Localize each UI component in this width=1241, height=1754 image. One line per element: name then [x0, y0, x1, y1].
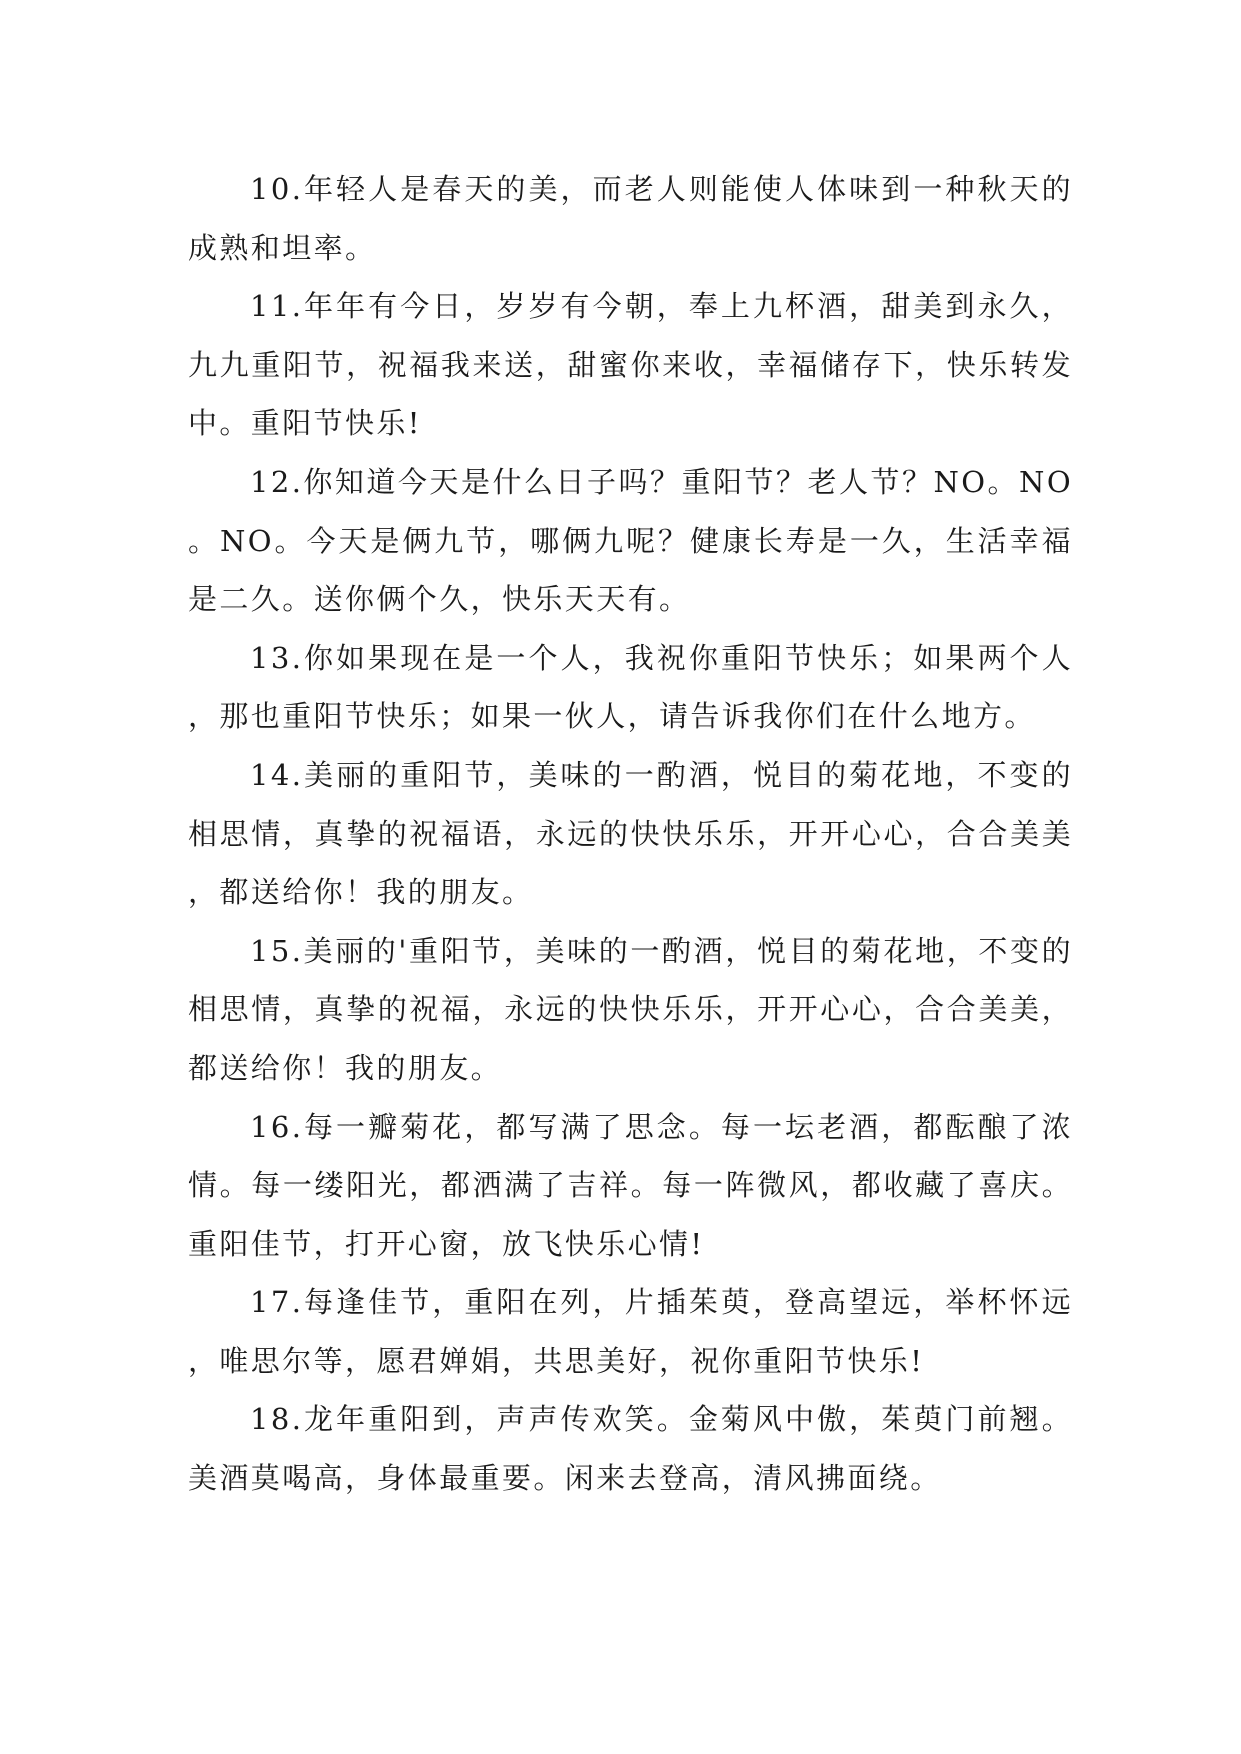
paragraph-12: 12.你知道今天是什么日子吗？重阳节？老人节？NO。NO。NO。今天是俩九节，哪俩九呢？健康长寿是一久，生活幸福是二久。送你俩个久，快乐天天有。 [188, 464, 1073, 617]
paragraph-17: 17.每逢佳节，重阳在列，片插茱萸，登高望远，举杯怀远，唯思尔等，愿君婵娟，共思美好，祝你重阳节快乐! [188, 1285, 1073, 1378]
paragraph-15: 15.美丽的'重阳节，美味的一酌酒，悦目的菊花地，不变的相思情，真挚的祝福，永远的快快乐乐，开开心心，合合美美，都送给你！我的朋友。 [188, 933, 1073, 1085]
paragraph-13: 13.你如果现在是一个人，我祝你重阳节快乐；如果两个人，那也重阳节快乐；如果一伙人，请告诉我你们在什么地方。 [188, 640, 1073, 734]
document-body [188, 160, 1073, 1508]
paragraph-11: 11.年年有今日，岁岁有今朝，奉上九杯酒，甜美到永久，九九重阳节，祝福我来送，甜蜜你来收，幸福储存下，快乐转发中。重阳节快乐! [188, 289, 1073, 441]
paragraph-16: 16.每一瓣菊花，都写满了思念。每一坛老酒，都酝酿了浓情。每一缕阳光，都洒满了吉祥。每一阵微风，都收藏了喜庆。重阳佳节，打开心窗，放飞快乐心情! [188, 1109, 1073, 1261]
paragraph-10: 10.年轻人是春天的美，而老人则能使人体味到一种秋天的成熟和坦率。 [188, 172, 1073, 265]
paragraph-14: 14.美丽的重阳节，美味的一酌酒，悦目的菊花地，不变的相思情，真挚的祝福语，永远的快快乐乐，开开心心，合合美美，都送给你！我的朋友。 [188, 757, 1073, 910]
paragraph-18: 18.龙年重阳到，声声传欢笑。金菊风中傲，茱萸门前翘。美酒莫喝高，身体最重要。闲来去登高，清风拂面绕。 [188, 1402, 1073, 1496]
